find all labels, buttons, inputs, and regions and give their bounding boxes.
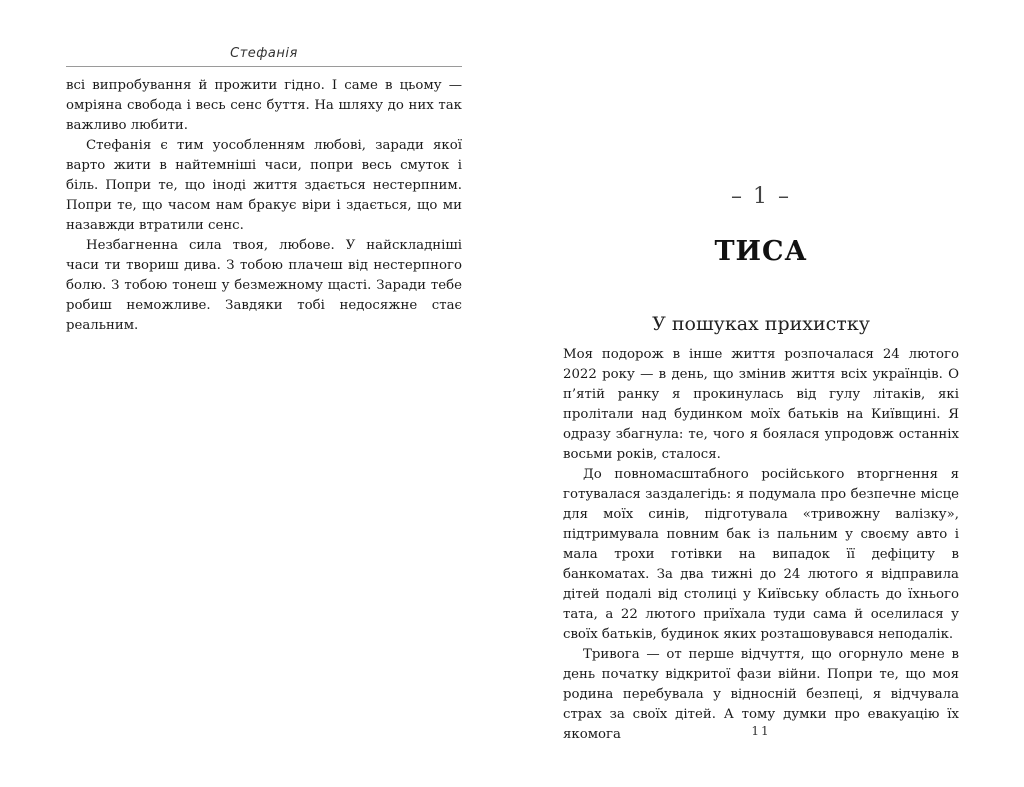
page-number: 11 [751,724,771,738]
paragraph: Незбагненна сила твоя, любове. У найскладніші часи ти твориш дива. З тобою плачеш від нестерпного болю. З тобою тонеш у безмежному щасті. Заради тебе робиш неможливе. Завдяки тобі недосяжне стає реальним. [66,238,462,333]
paragraph: Тривога — от перше відчуття, що огорнуло мене в день початку відкритої фази війни. Попри те, що моя родина перебувала у відносній безпеці, я відчувала страх за своїх дітей. А тому думки про евакуацію їх якомога [563,647,959,742]
chapter-number: – 1 – [731,184,791,209]
chapter-title: ТИСА [714,236,808,267]
section-title: У пошуках прихистку [652,313,870,335]
paragraph: всі випробування й прожити гідно. І саме в цьому — омріяна свобода і весь сенс буття. На шляху до них так важливо любити. [66,78,462,133]
paragraph: До повномасштабного російського вторгнення я готувалася заздалегідь: я подумала про безпечне місце для моїх синів, підготувала «тривожну валізку», підтримувала повним бак із пальним у своєму авто і мала трохи готівки на випадок її дефіциту в банкоматах. За два тижні до 24 лютого я відправила дітей подалі від столиці у Київську область до їхнього тата, а 22 лютого приїхала туди сама й оселилася у своїх батьків, будинок яких розташовувався неподалік. [563,467,959,642]
header-rule [66,66,462,67]
right-page-body [563,345,959,745]
paragraph: Стефанія є тим уособленням любові, заради якої варто жити в найтемніші часи, попри весь смуток і біль. Попри те, що іноді життя здається нестерпним. Попри те, що часом нам бракує віри і здається, що ми назавжди втратили сенс. [66,138,462,233]
running-head: Стефанія [230,46,298,61]
paragraph: Моя подорож в інше життя розпочалася 24 лютого 2022 року — в день, що змінив життя всіх українців. О п’ятій ранку я прокинулась від гулу літаків, які пролітали над будинком моїх батьків на Київщині. Я одразу збагнула: те, чого я боялася упродовж останніх восьми років, сталося. [563,347,959,462]
left-page-body [66,76,462,336]
